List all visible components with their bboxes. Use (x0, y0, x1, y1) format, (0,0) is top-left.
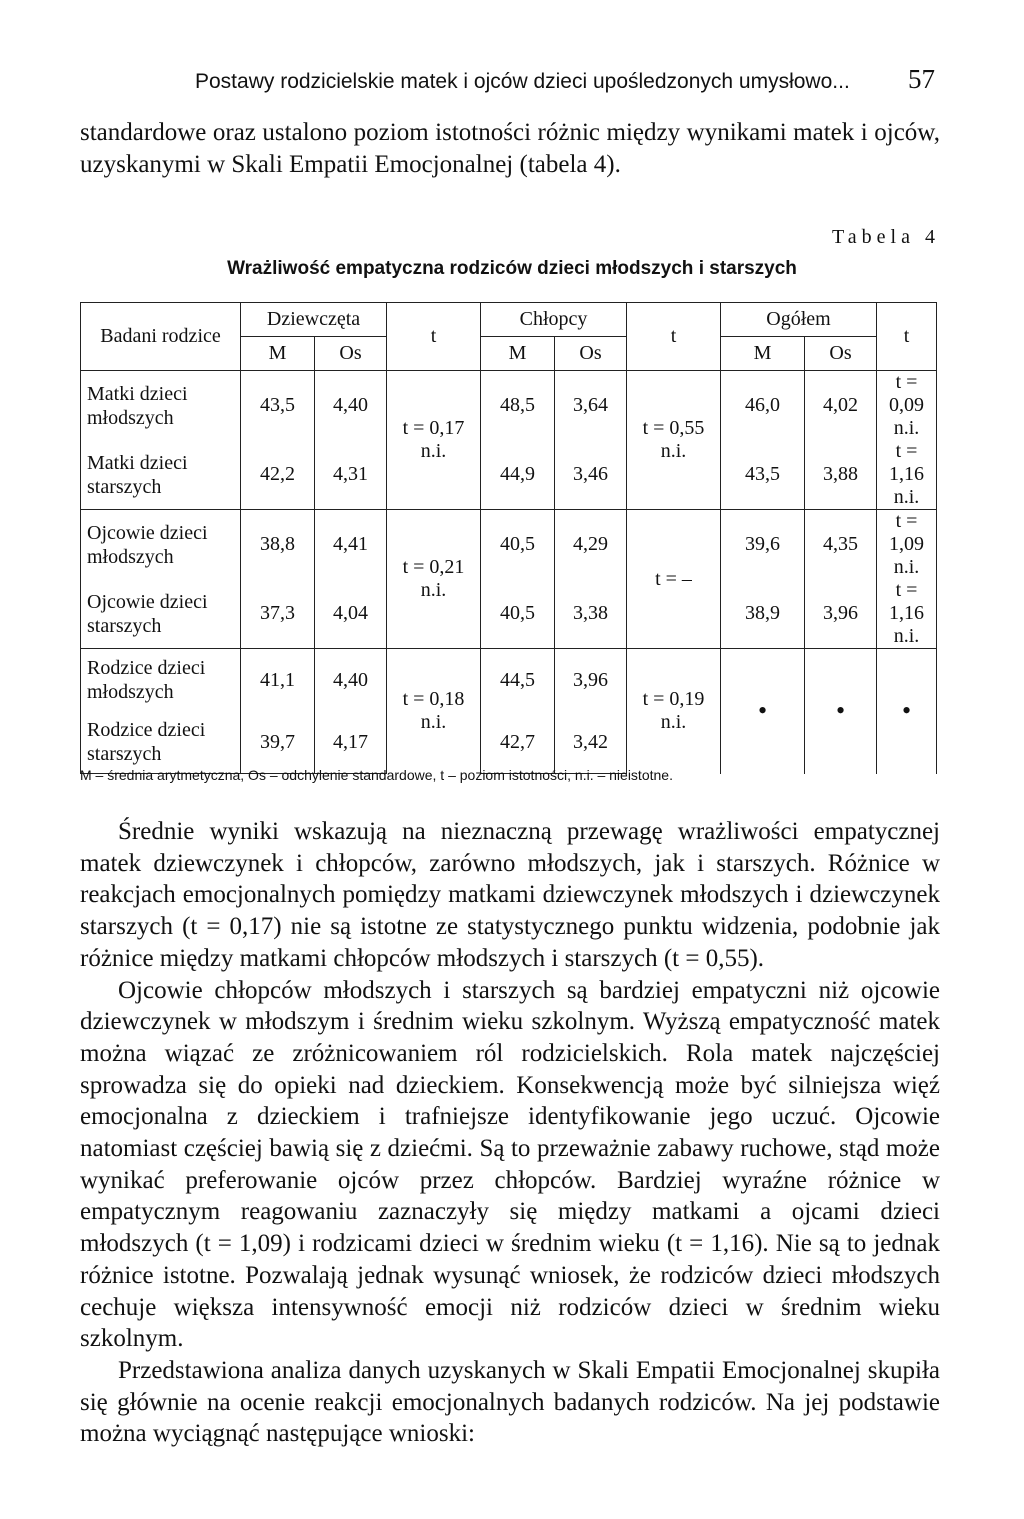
t-significance: n.i. (420, 579, 447, 601)
total-os: 4,35 (805, 510, 877, 580)
t-significance: n.i. (893, 556, 920, 578)
girls-m: 38,8 (241, 510, 315, 580)
girls-m: 37,3 (241, 579, 315, 649)
t-significance: n.i. (893, 486, 920, 508)
t-significance: n.i. (893, 625, 920, 647)
paragraph: Przedstawiona analiza danych uzyskanych w Skali Empatii Emocjonalnej skupiła się głównie na ocenie reakcji emocjonalnych badanych rodziców. Na jej podstawie można wyciągnąć następujące wnioski: (80, 1356, 940, 1448)
t-value: t = 1,09 (889, 510, 925, 555)
paragraph: Ojcowie chłopców młodszych i starszych są bardziej empatyczni niż ojcowie dziewczynek w młodszym i średnim wieku szkolnym. Wyższą empatyczność matek można wiązać ze zróżnicowaniem ról rodzicielskich. Rola matek najczęściej sprowadza się do opieki nad dzieckiem. Konsekwencją może być silniejsza więź emocjonalna z dzieckiem i trafniejsze identyfikowanie jego uczuć. Ojcowie natomiast częściej bawią się z dziećmi. Są to przeważnie zabawy ruchowe, stąd może wynikać preferowanie ojców przez chłopców. Bardziej wyraźne różnice w empatycznym reagowaniu zaznaczyły się między matkami a ojcami dzieci młodszych (t = 1,09) i rodzicami dzieci w średnim wieku (t = 1,16). Nie są to jednak różnice istotne. Pozwalają jednak wysunąć wniosek, że rodziców dzieci młodszych cechuje większa intensywność emocji niż rodziców dzieci w średnim wieku szkolnym. (80, 976, 940, 1353)
t-value: t = 1,16 (889, 440, 925, 485)
girls-os: 4,40 (315, 649, 387, 712)
girls-os: 4,17 (315, 711, 387, 774)
row-name: Ojcowie dzieci młodszych (81, 510, 241, 580)
row-name: Ojcowie dzieci starszych (81, 579, 241, 649)
header-girls: Dziewczęta (241, 303, 387, 337)
girls-os: 4,41 (315, 510, 387, 580)
header-girls-os: Os (315, 337, 387, 371)
header-boys: Chłopcy (481, 303, 627, 337)
t-boys-group (627, 649, 721, 774)
t-girls-group (387, 510, 481, 649)
total-m: • (721, 649, 805, 774)
intro-paragraph: standardowe oraz ustalono poziom istotności różnic między wynikami matek i ojców, uzyskanymi w Skali Empatii Emocjonalnej (tabela 4). (80, 119, 940, 178)
header-t-boys: t (627, 303, 721, 371)
total-m: 39,6 (721, 510, 805, 580)
header-total-os: Os (805, 337, 877, 371)
total-os: 3,96 (805, 579, 877, 649)
row-name: Rodzice dzieci młodszych (81, 649, 241, 712)
girls-os: 4,40 (315, 371, 387, 441)
running-header (195, 64, 955, 94)
row-name: Rodzice dzieci starszych (81, 711, 241, 774)
boys-os: 3,96 (555, 649, 627, 712)
boys-os: 4,29 (555, 510, 627, 580)
row-name: Matki dzieci starszych (81, 440, 241, 510)
table-title: Wrażliwość empatyczna rodziców dzieci młodszych i starszych (227, 258, 797, 279)
table-row (81, 440, 937, 510)
table-row (81, 579, 937, 649)
girls-os: 4,31 (315, 440, 387, 510)
t-value: t = 0,17 (402, 417, 465, 439)
total-m: 43,5 (721, 440, 805, 510)
total-os: 3,88 (805, 440, 877, 510)
body-text (80, 816, 940, 1450)
table-row (81, 510, 937, 580)
header-boys-os: Os (555, 337, 627, 371)
row-name: Matki dzieci młodszych (81, 371, 241, 441)
header-girls-m: M (241, 337, 315, 371)
t-girls-group (387, 649, 481, 774)
boys-m: 40,5 (481, 510, 555, 580)
girls-m: 41,1 (241, 649, 315, 712)
t-total: • (877, 649, 937, 774)
girls-m: 43,5 (241, 371, 315, 441)
girls-m: 39,7 (241, 711, 315, 774)
t-total (877, 371, 937, 441)
data-table (80, 302, 937, 774)
total-m: 38,9 (721, 579, 805, 649)
t-significance: n.i. (420, 711, 447, 734)
boys-m: 40,5 (481, 579, 555, 649)
boys-os: 3,38 (555, 579, 627, 649)
table-row (81, 649, 937, 712)
boys-m: 44,9 (481, 440, 555, 510)
boys-m: 44,5 (481, 649, 555, 712)
girls-os: 4,04 (315, 579, 387, 649)
header-badani-rodzice: Badani rodzice (81, 303, 241, 371)
t-girls-group (387, 371, 481, 510)
boys-os: 3,46 (555, 440, 627, 510)
table-label: Tabela 4 (831, 226, 940, 248)
header-total: Ogółem (721, 303, 877, 337)
total-os: • (805, 649, 877, 774)
t-value: t = 1,16 (889, 579, 925, 624)
t-value: t = – (655, 567, 692, 590)
header-t-total: t (877, 303, 937, 371)
boys-m: 42,7 (481, 711, 555, 774)
t-significance: n.i. (893, 417, 920, 439)
t-significance: n.i. (660, 711, 687, 734)
total-m: 46,0 (721, 371, 805, 441)
boys-os: 3,64 (555, 371, 627, 441)
header-boys-m: M (481, 337, 555, 371)
table-note: M – średnia arytmetyczna, Os – odchylenie standardowe, t – poziom istotności, n.i. – nieistotne. (80, 767, 673, 783)
t-total (877, 510, 937, 580)
t-value: t = 0,18 (402, 688, 465, 711)
header-t-girls: t (387, 303, 481, 371)
t-significance: n.i. (660, 440, 687, 462)
t-value: t = 0,19 (642, 688, 705, 711)
boys-os: 3,42 (555, 711, 627, 774)
t-significance: n.i. (420, 440, 447, 462)
header-total-m: M (721, 337, 805, 371)
t-total (877, 440, 937, 510)
t-total (877, 579, 937, 649)
t-boys-group (627, 510, 721, 649)
t-value: t = 0,55 (642, 417, 705, 439)
boys-m: 48,5 (481, 371, 555, 441)
page-number: 57 (908, 64, 935, 94)
t-value: t = 0,09 (889, 371, 925, 416)
table-row (81, 371, 937, 441)
running-title: Postawy rodzicielskie matek i ojców dzieci upośledzonych umysłowo... (195, 70, 850, 93)
girls-m: 42,2 (241, 440, 315, 510)
t-value: t = 0,21 (402, 556, 465, 578)
t-boys-group (627, 371, 721, 510)
paragraph: Średnie wyniki wskazują na nieznaczną przewagę wrażliwości empatycznej matek dziewczynek i chłopców, zarówno młodszych, jak i starszych. Różnice w reakcjach emocjonalnych pomiędzy matkami dziewczynek młodszych i dziewczynek starszych (t = 0,17) nie są istotne ze statystycznego punktu widzenia, podobnie jak różnice między matkami chłopców młodszych i starszych (t = 0,55). (80, 818, 940, 972)
total-os: 4,02 (805, 371, 877, 441)
